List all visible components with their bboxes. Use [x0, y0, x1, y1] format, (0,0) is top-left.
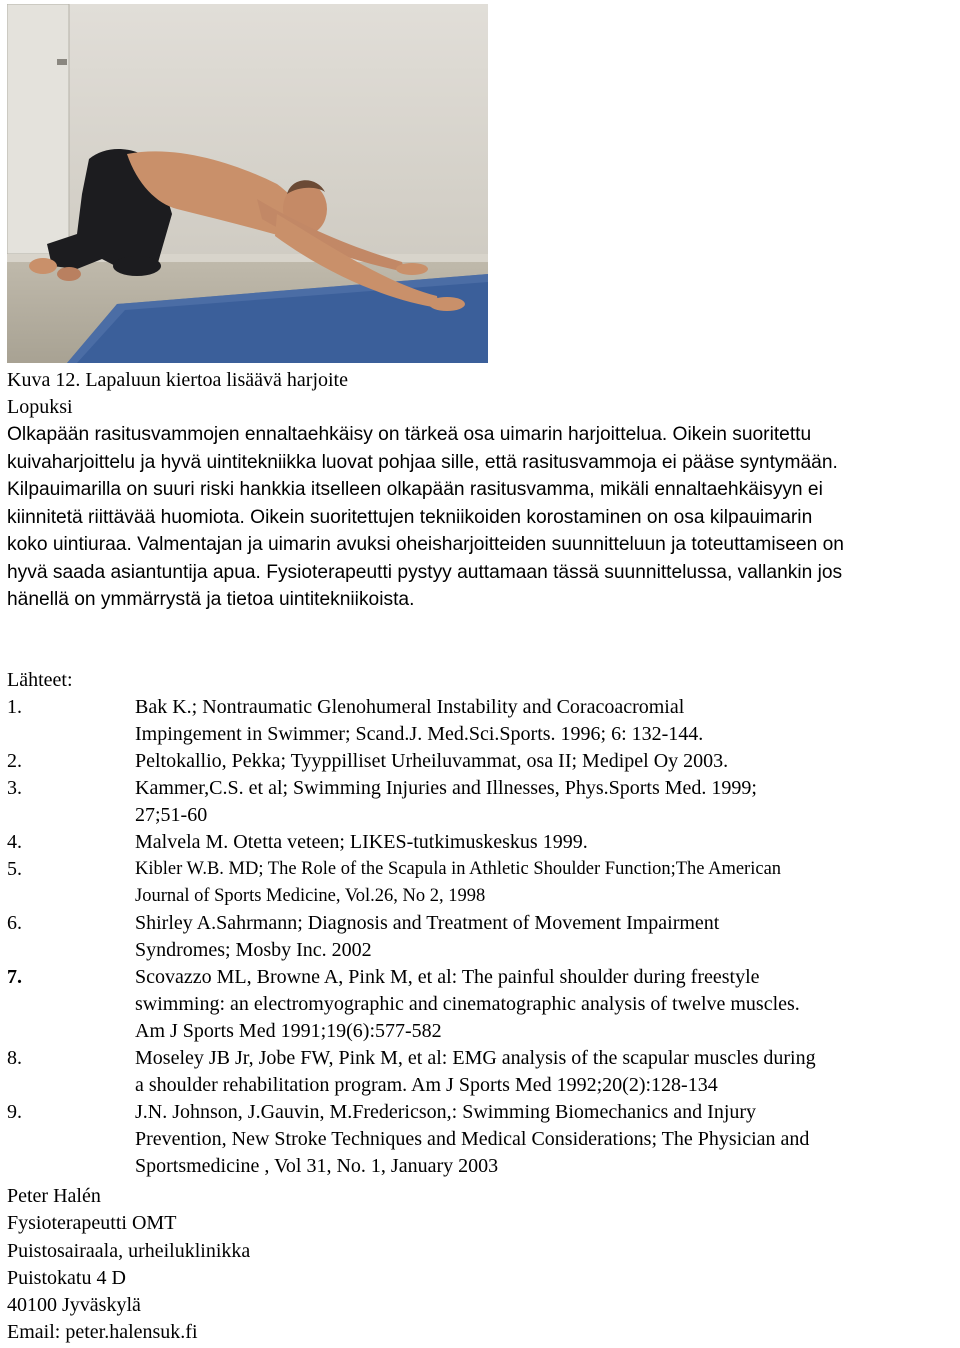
body-line: hyvä saada asiantuntija apua. Fysioterapeutti pystyy auttamaan tässä suunnittelussa, vallankin jos [7, 561, 843, 583]
author-name: Peter Halén [7, 1185, 101, 1207]
body-line: kuivaharjoittelu ja hyvä uintitekniikka luovat pohjaa sille, että rasitusvammoja ei pääse syntymään. [7, 451, 838, 473]
person-foot-right [57, 267, 81, 281]
reference-number: 9. [7, 1101, 22, 1123]
references-title: Lähteet: [7, 669, 73, 691]
reference-line: Moseley JB Jr, Jobe FW, Pink M, et al: EMG analysis of the scapular muscles during [135, 1047, 816, 1069]
reference-line: Bak K.; Nontraumatic Glenohumeral Instability and Coracoacromial [135, 696, 685, 718]
body-line: hänellä on ymmärrystä ja tietoa uintitekniikoista. [7, 589, 415, 610]
reference-line: Impingement in Swimmer; Scand.J. Med.Sci.Sports. 1996; 6: 132-144. [135, 723, 704, 745]
person-foot-left [29, 258, 57, 274]
reference-text [135, 748, 957, 775]
reference-number: 5. [7, 858, 22, 880]
reference-item [7, 748, 957, 775]
reference-line: Peltokallio, Pekka; Tyyppilliset Urheiluvammat, osa II; Medipel Oy 2003. [135, 750, 729, 772]
reference-line: Kammer,C.S. et al; Swimming Injuries and Illnesses, Phys.Sports Med. 1999; [135, 777, 757, 799]
reference-line: Sportsmedicine , Vol 31, No. 1, January 2003 [135, 1155, 499, 1177]
author-organization: Puistosairaala, urheiluklinikka [7, 1239, 251, 1262]
reference-line: J.N. Johnson, J.Gauvin, M.Fredericson,: Swimming Biomechanics and Injury [135, 1101, 757, 1123]
person-hand-right [429, 297, 465, 311]
reference-line: Scovazzo ML, Browne A, Pink M, et al: The painful shoulder during freestyle [135, 966, 760, 988]
reference-line: Journal of Sports Medicine, Vol.26, No 2, 1998 [135, 886, 486, 906]
reference-item [7, 964, 957, 1045]
person-knees [113, 256, 161, 276]
reference-text [135, 1045, 957, 1099]
reference-item [7, 910, 957, 964]
figure-caption: Kuva 12. Lapaluun kiertoa lisäävä harjoite [7, 369, 348, 391]
reference-number: 4. [7, 831, 22, 853]
body-line: kiinnitetä riittävää huomiota. Oikein suoritettujen tekniikoiden korostaminen on osa kilpauimarin [7, 506, 813, 528]
author-block [7, 1183, 250, 1347]
reference-line: swimming: an electromyographic and cinematographic analysis of twelve muscles. [135, 993, 800, 1015]
exercise-photo [7, 4, 488, 363]
reference-item [7, 775, 957, 829]
body-line: koko uintiuraa. Valmentajan ja uimarin avuksi oheisharjoitteiden suunnitteluun ja toteuttamiseen on [7, 534, 844, 555]
body-line: Kilpauimarilla on suuri riski hankkia itselleen olkapään rasitusvamma, mikäli ennaltaehkäisyyn ei [7, 479, 823, 500]
reference-number: 7. [7, 966, 22, 988]
reference-line: a shoulder rehabilitation program. Am J Sports Med 1992;20(2):128-134 [135, 1074, 718, 1096]
reference-text [135, 1099, 957, 1180]
reference-text [135, 856, 957, 910]
references-section [7, 667, 957, 1180]
reference-item [7, 1099, 957, 1180]
reference-text [135, 775, 957, 829]
exercise-photo-svg [7, 4, 488, 363]
reference-line: Shirley A.Sahrmann; Diagnosis and Treatment of Movement Impairment [135, 912, 720, 934]
reference-item [7, 694, 957, 748]
reference-line: Prevention, New Stroke Techniques and Medical Considerations; The Physician and [135, 1128, 810, 1150]
reference-line: Kibler W.B. MD; The Role of the Scapula in Athletic Shoulder Function;The American [135, 859, 782, 879]
reference-line: Syndromes; Mosby Inc. 2002 [135, 939, 372, 961]
reference-item [7, 856, 957, 910]
reference-number: 6. [7, 912, 22, 934]
reference-number: 3. [7, 777, 22, 799]
reference-text [135, 964, 957, 1045]
reference-text [135, 694, 957, 748]
reference-item [7, 1045, 957, 1099]
author-street: Puistokatu 4 D [7, 1266, 126, 1289]
reference-text [135, 829, 957, 856]
references-list [7, 694, 957, 1180]
door [7, 4, 69, 254]
author-title: Fysioterapeutti OMT [7, 1212, 177, 1235]
author-city: 40100 Jyväskylä [7, 1294, 141, 1317]
author-email: Email: peter.halensuk.fi [7, 1321, 198, 1344]
text-block [7, 367, 957, 614]
body-line: Olkapään rasitusvammojen ennaltaehkäisy on tärkeä osa uimarin harjoittelua. Oikein suoritettu [7, 424, 812, 445]
reference-number: 1. [7, 696, 22, 718]
reference-number: 8. [7, 1047, 22, 1069]
reference-item [7, 829, 957, 856]
person-hand-left [396, 263, 428, 275]
reference-text [135, 910, 957, 964]
reference-line: Malvela M. Otetta veteen; LIKES-tutkimuskeskus 1999. [135, 831, 588, 853]
body-paragraph [7, 421, 959, 614]
reference-number: 2. [7, 750, 22, 772]
door-handle [57, 59, 67, 65]
section-title: Lopuksi [7, 396, 73, 418]
reference-line: 27;51-60 [135, 804, 208, 826]
reference-line: Am J Sports Med 1991;19(6):577-582 [135, 1020, 442, 1042]
